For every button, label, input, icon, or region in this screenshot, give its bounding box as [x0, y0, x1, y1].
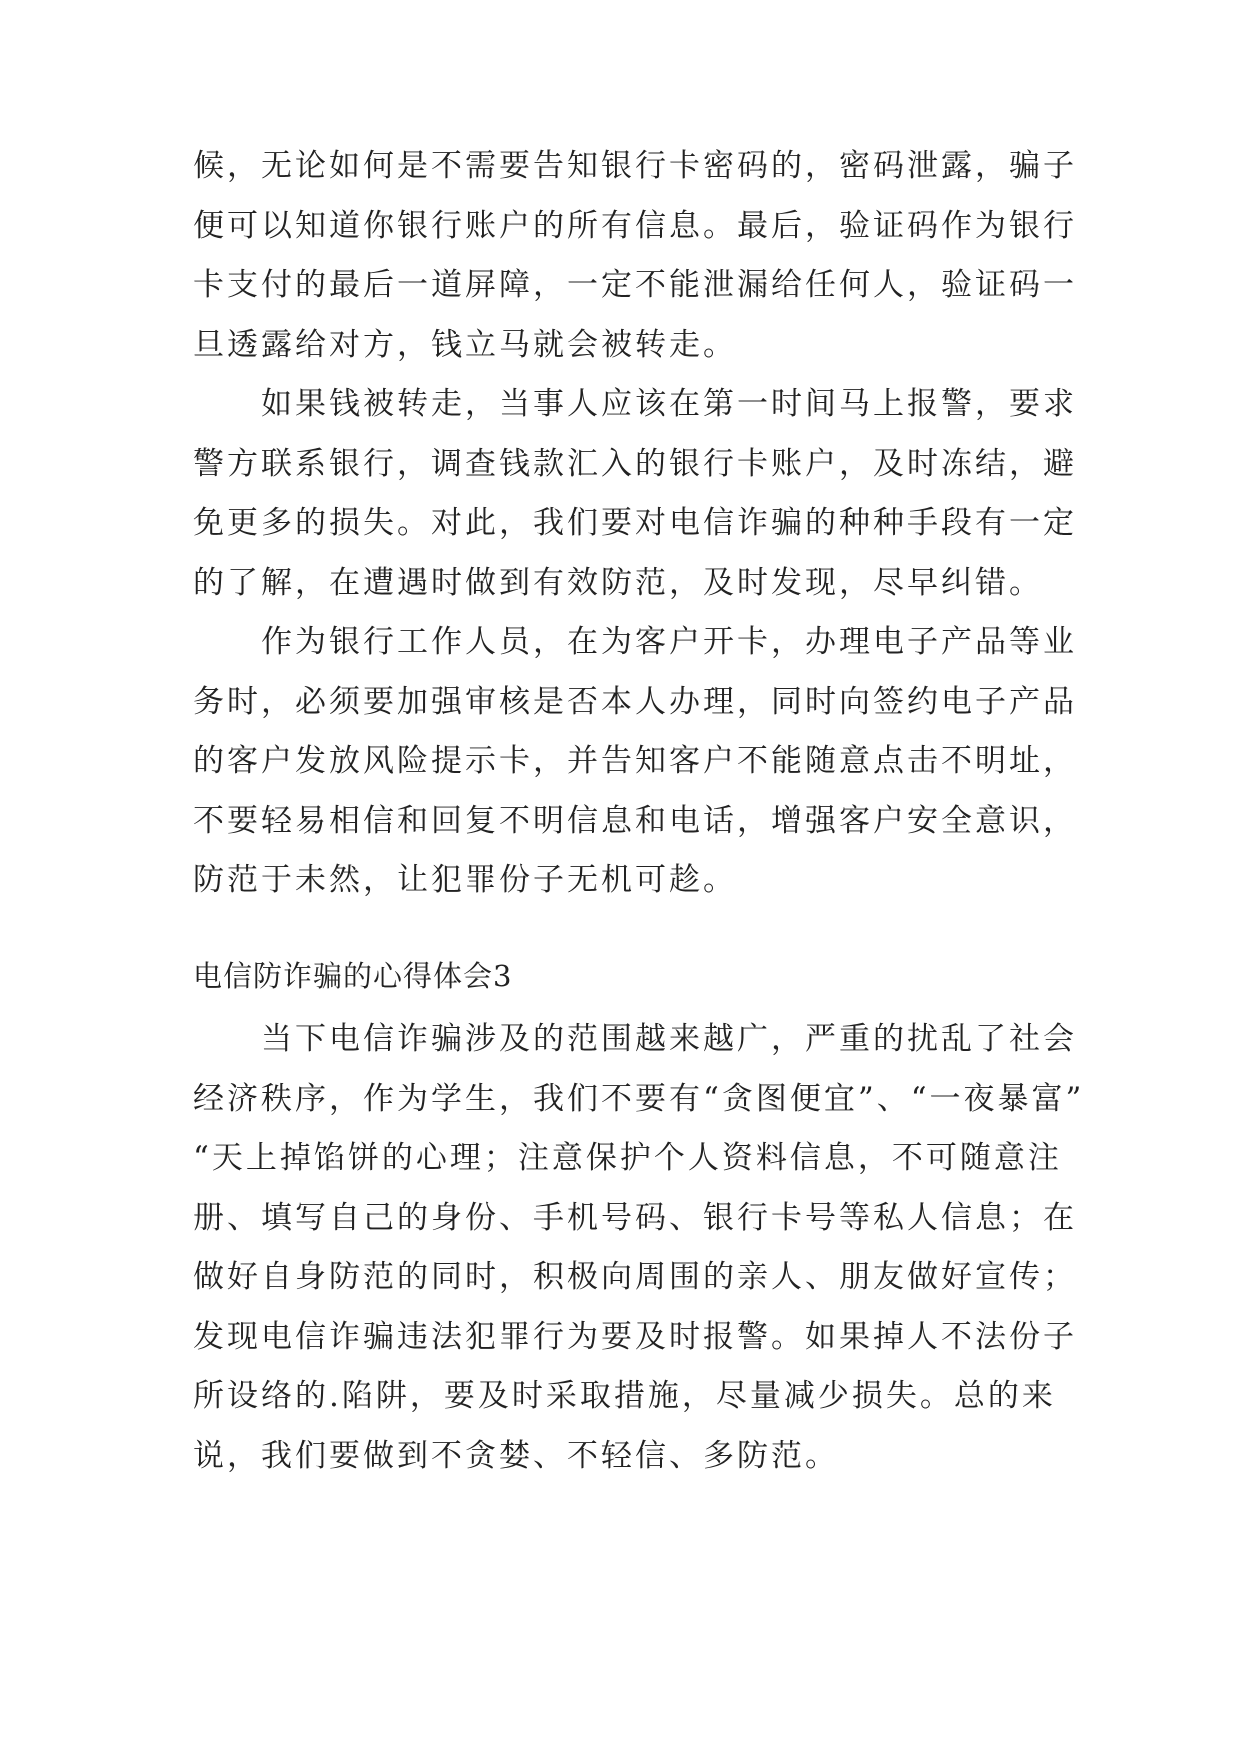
section-2-text	[193, 1010, 1085, 1486]
text-line: 不要轻易相信和回复不明信息和电话，增强客户安全意识，	[193, 802, 1077, 839]
text-line: “天上掉馅饼的心理；注意保护个人资料信息，不可随意注	[193, 1140, 1062, 1176]
text-line: 所设络的.陷阱，要及时采取措施，尽量减少损失。总的来	[193, 1378, 1056, 1414]
text-line: 的了解，在遭遇时做到有效防范，及时发现，尽早纠错。	[193, 564, 1043, 601]
text-line: 作为银行工作人员，在为客户开卡，办理电子产品等业	[193, 624, 1077, 660]
text-line: 便可以知道你银行账户的所有信息。最后，验证码作为银行	[193, 207, 1077, 244]
text-line: 的客户发放风险提示卡，并告知客户不能随意点击不明址，	[193, 743, 1077, 779]
text-line: 防范于未然，让犯罪份子无机可趁。	[193, 862, 737, 898]
text-line: 册、填写自己的身份、手机号码、银行卡号等私人信息；在	[193, 1199, 1077, 1236]
text-line: 警方联系银行，调查钱款汇入的银行卡账户，及时冻结，避	[193, 445, 1077, 482]
text-line: 卡支付的最后一道屏障，一定不能泄漏给任何人，验证码一	[193, 267, 1077, 303]
text-line: 做好自身防范的同时，积极向周围的亲人、朋友做好宣传；	[193, 1259, 1077, 1295]
text-line: 经济秩序，作为学生，我们不要有“贪图便宜”、“一夜暴富”	[193, 1080, 1085, 1117]
section-1-text	[193, 137, 1077, 911]
text-line: 说，我们要做到不贪婪、不轻信、多防范。	[193, 1437, 839, 1474]
section-heading: 电信防诈骗的心得体会3	[193, 959, 513, 993]
text-line: 如果钱被转走，当事人应该在第一时间马上报警，要求	[193, 386, 1077, 422]
text-line: 免更多的损失。对此，我们要对电信诈骗的种种手段有一定	[193, 505, 1077, 541]
text-line: 务时，必须要加强审核是否本人办理，同时向签约电子产品	[193, 683, 1077, 720]
text-line: 候，无论如何是不需要告知银行卡密码的，密码泄露，骗子	[193, 148, 1077, 184]
text-line: 发现电信诈骗违法犯罪行为要及时报警。如果掉人不法份子	[193, 1318, 1077, 1355]
text-line: 当下电信诈骗涉及的范围越来越广，严重的扰乱了社会	[193, 1021, 1077, 1057]
text-line: 旦透露给对方，钱立马就会被转走。	[193, 326, 737, 363]
